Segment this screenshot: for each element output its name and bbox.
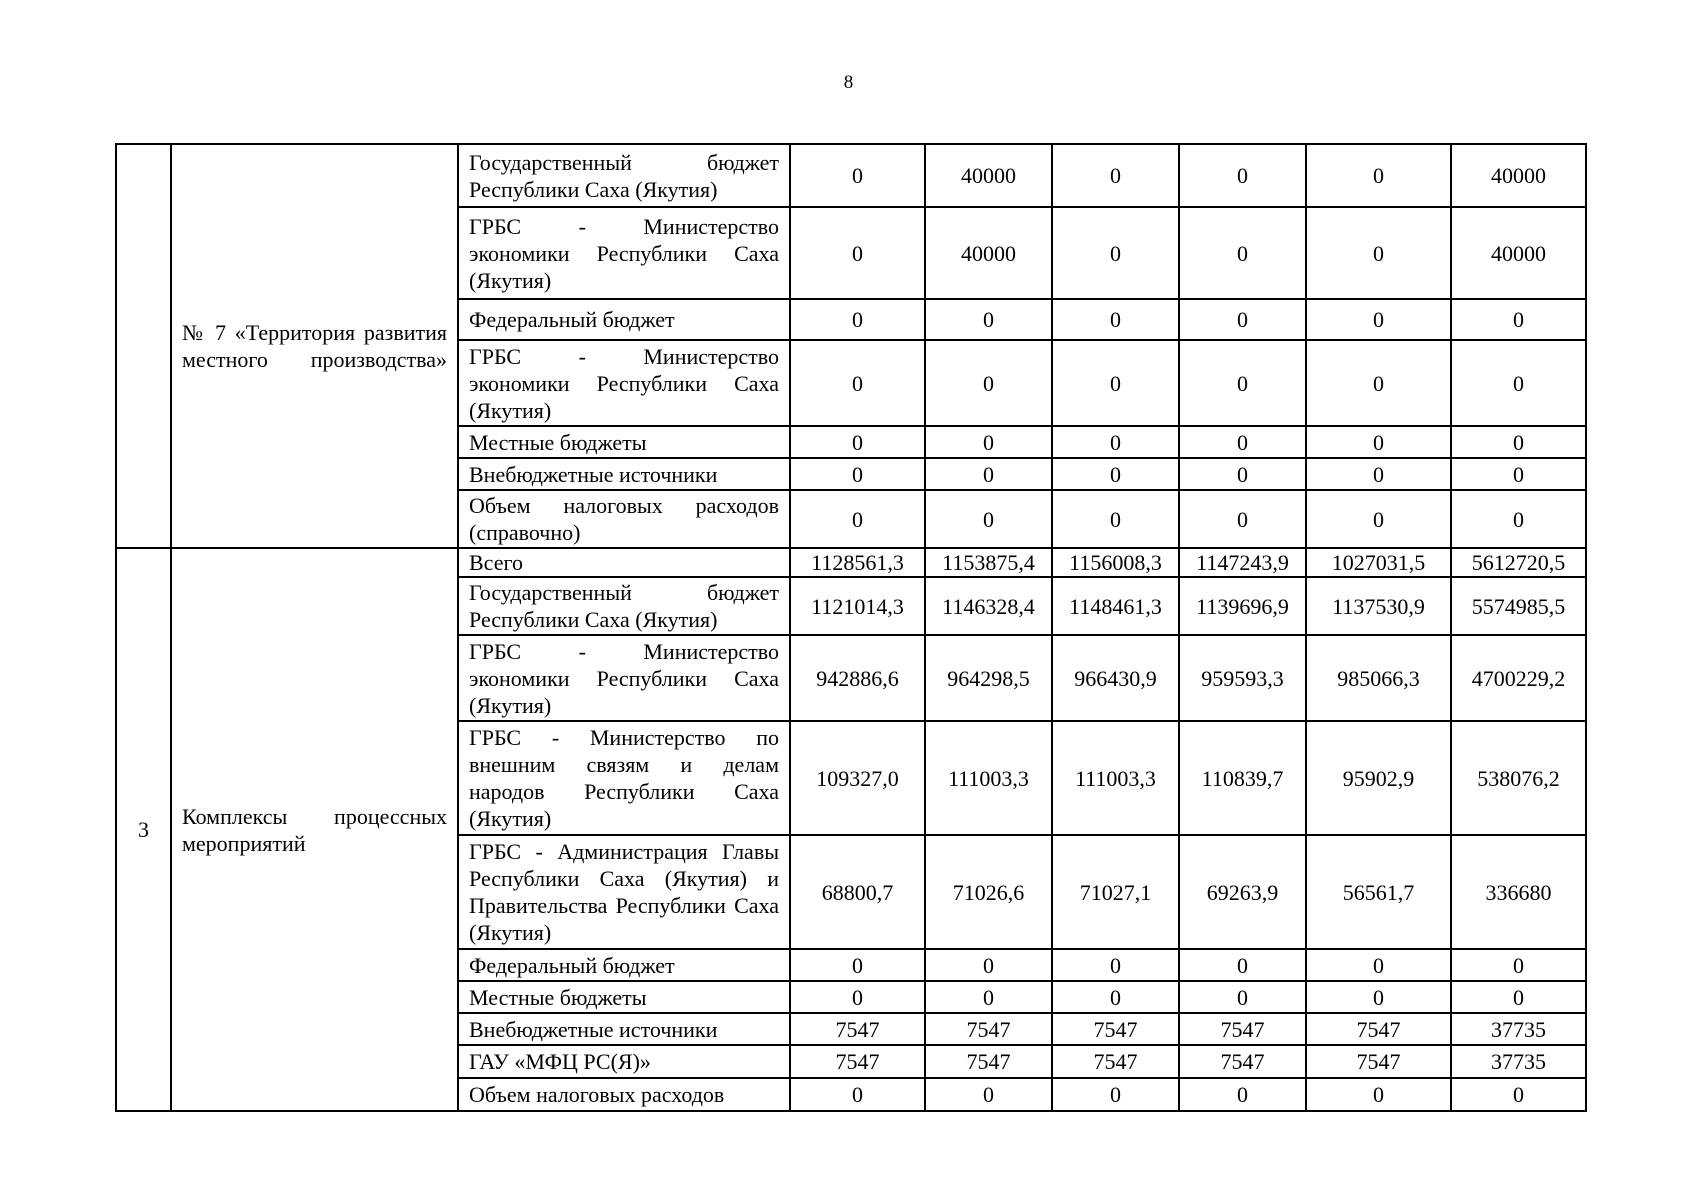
source-cell: Федеральный бюджет (458, 299, 790, 340)
value-cell: 0 (790, 144, 925, 207)
value-cell: 109327,0 (790, 721, 925, 835)
value-cell: 0 (1451, 949, 1586, 981)
value-cell: 0 (1052, 490, 1179, 548)
value-cell: 0 (1306, 949, 1451, 981)
value-cell: 0 (1179, 490, 1306, 548)
value-cell: 7547 (790, 1013, 925, 1045)
value-cell: 985066,3 (1306, 635, 1451, 721)
value-cell: 0 (1306, 458, 1451, 490)
value-cell: 1153875,4 (925, 548, 1052, 577)
value-cell: 0 (1052, 949, 1179, 981)
value-cell: 111003,3 (1052, 721, 1179, 835)
value-cell: 0 (1306, 340, 1451, 426)
value-cell: 68800,7 (790, 835, 925, 949)
value-cell: 7547 (1052, 1045, 1179, 1078)
value-cell: 95902,9 (1306, 721, 1451, 835)
value-cell: 4700229,2 (1451, 635, 1586, 721)
value-cell: 0 (1306, 1078, 1451, 1111)
value-cell: 0 (790, 426, 925, 458)
value-cell: 0 (790, 1078, 925, 1111)
source-cell: ГРБС - Министерство экономики Республики Саха (Якутия) (458, 635, 790, 721)
source-cell: ГРБС - Администрация Главы Республики Саха (Якутия) и Правительства Республики Саха (Якутия) (458, 835, 790, 949)
page-number: 8 (843, 72, 854, 93)
section-name-cell: Комплексы процессных мероприятий (171, 548, 458, 1111)
source-cell: Объем налоговых расходов (458, 1078, 790, 1111)
value-cell: 0 (1052, 207, 1179, 299)
value-cell: 0 (1451, 458, 1586, 490)
value-cell: 0 (790, 340, 925, 426)
value-cell: 40000 (925, 207, 1052, 299)
value-cell: 7547 (1179, 1013, 1306, 1045)
value-cell: 0 (1052, 981, 1179, 1013)
value-cell: 0 (1179, 299, 1306, 340)
value-cell: 37735 (1451, 1045, 1586, 1078)
value-cell: 0 (1451, 981, 1586, 1013)
value-cell: 0 (925, 1078, 1052, 1111)
value-cell: 0 (1451, 299, 1586, 340)
section-number-cell (116, 144, 171, 548)
budget-table (115, 143, 1587, 1112)
source-cell: Объем налоговых расходов (справочно) (458, 490, 790, 548)
value-cell: 0 (1052, 299, 1179, 340)
value-cell: 0 (1179, 207, 1306, 299)
value-cell: 0 (1451, 490, 1586, 548)
value-cell: 1148461,3 (1052, 577, 1179, 635)
value-cell: 7547 (790, 1045, 925, 1078)
value-cell: 0 (1179, 949, 1306, 981)
value-cell: 40000 (1451, 144, 1586, 207)
source-cell: Местные бюджеты (458, 426, 790, 458)
source-cell: ГРБС - Министерство экономики Республики Саха (Якутия) (458, 340, 790, 426)
table-row (116, 548, 1586, 577)
section-number-cell: 3 (116, 548, 171, 1111)
value-cell: 0 (1052, 340, 1179, 426)
source-cell: ГАУ «МФЦ РС(Я)» (458, 1045, 790, 1078)
value-cell: 71027,1 (1052, 835, 1179, 949)
value-cell: 966430,9 (1052, 635, 1179, 721)
source-cell: Федеральный бюджет (458, 949, 790, 981)
source-cell: Внебюджетные источники (458, 458, 790, 490)
value-cell: 0 (1179, 1078, 1306, 1111)
value-cell: 0 (790, 490, 925, 548)
value-cell: 0 (790, 458, 925, 490)
value-cell: 1156008,3 (1052, 548, 1179, 577)
value-cell: 71026,6 (925, 835, 1052, 949)
value-cell: 1147243,9 (1179, 548, 1306, 577)
value-cell: 0 (790, 981, 925, 1013)
value-cell: 0 (925, 981, 1052, 1013)
value-cell: 1137530,9 (1306, 577, 1451, 635)
value-cell: 0 (925, 458, 1052, 490)
value-cell: 0 (790, 299, 925, 340)
value-cell: 0 (1179, 981, 1306, 1013)
source-cell: Всего (458, 548, 790, 577)
value-cell: 959593,3 (1179, 635, 1306, 721)
value-cell: 111003,3 (925, 721, 1052, 835)
value-cell: 0 (1179, 426, 1306, 458)
value-cell: 0 (925, 426, 1052, 458)
section-name-cell: № 7 «Территория развития местного производства» (171, 144, 458, 548)
value-cell: 1121014,3 (790, 577, 925, 635)
value-cell: 0 (1451, 426, 1586, 458)
value-cell: 7547 (1179, 1045, 1306, 1078)
value-cell: 336680 (1451, 835, 1586, 949)
value-cell: 0 (1306, 981, 1451, 1013)
source-cell: Местные бюджеты (458, 981, 790, 1013)
value-cell: 0 (925, 490, 1052, 548)
value-cell: 0 (925, 949, 1052, 981)
value-cell: 5574985,5 (1451, 577, 1586, 635)
value-cell: 0 (1451, 340, 1586, 426)
value-cell: 7547 (925, 1013, 1052, 1045)
value-cell: 7547 (1306, 1013, 1451, 1045)
value-cell: 7547 (1052, 1013, 1179, 1045)
value-cell: 1027031,5 (1306, 548, 1451, 577)
value-cell: 7547 (1306, 1045, 1451, 1078)
value-cell: 0 (1306, 144, 1451, 207)
value-cell: 69263,9 (1179, 835, 1306, 949)
value-cell: 37735 (1451, 1013, 1586, 1045)
value-cell: 5612720,5 (1451, 548, 1586, 577)
source-cell: Государственный бюджет Республики Саха (Якутия) (458, 577, 790, 635)
value-cell: 1146328,4 (925, 577, 1052, 635)
table-row (116, 144, 1586, 207)
table-body (116, 144, 1586, 1111)
value-cell: 40000 (925, 144, 1052, 207)
source-cell: Государственный бюджет Республики Саха (Якутия) (458, 144, 790, 207)
source-cell: ГРБС - Министерство экономики Республики Саха (Якутия) (458, 207, 790, 299)
value-cell: 0 (1306, 299, 1451, 340)
value-cell: 0 (1306, 426, 1451, 458)
value-cell: 964298,5 (925, 635, 1052, 721)
value-cell: 538076,2 (1451, 721, 1586, 835)
value-cell: 0 (1179, 458, 1306, 490)
value-cell: 0 (1052, 426, 1179, 458)
value-cell: 0 (925, 299, 1052, 340)
value-cell: 0 (925, 340, 1052, 426)
value-cell: 0 (1052, 458, 1179, 490)
value-cell: 0 (790, 949, 925, 981)
value-cell: 1128561,3 (790, 548, 925, 577)
value-cell: 7547 (925, 1045, 1052, 1078)
value-cell: 0 (1052, 144, 1179, 207)
value-cell: 110839,7 (1179, 721, 1306, 835)
value-cell: 0 (790, 207, 925, 299)
value-cell: 56561,7 (1306, 835, 1451, 949)
source-cell: ГРБС - Министерство по внешним связям и делам народов Республики Саха (Якутия) (458, 721, 790, 835)
value-cell: 0 (1179, 144, 1306, 207)
value-cell: 0 (1306, 207, 1451, 299)
value-cell: 0 (1179, 340, 1306, 426)
value-cell: 40000 (1451, 207, 1586, 299)
value-cell: 942886,6 (790, 635, 925, 721)
value-cell: 0 (1451, 1078, 1586, 1111)
value-cell: 0 (1306, 490, 1451, 548)
source-cell: Внебюджетные источники (458, 1013, 790, 1045)
value-cell: 1139696,9 (1179, 577, 1306, 635)
value-cell: 0 (1052, 1078, 1179, 1111)
